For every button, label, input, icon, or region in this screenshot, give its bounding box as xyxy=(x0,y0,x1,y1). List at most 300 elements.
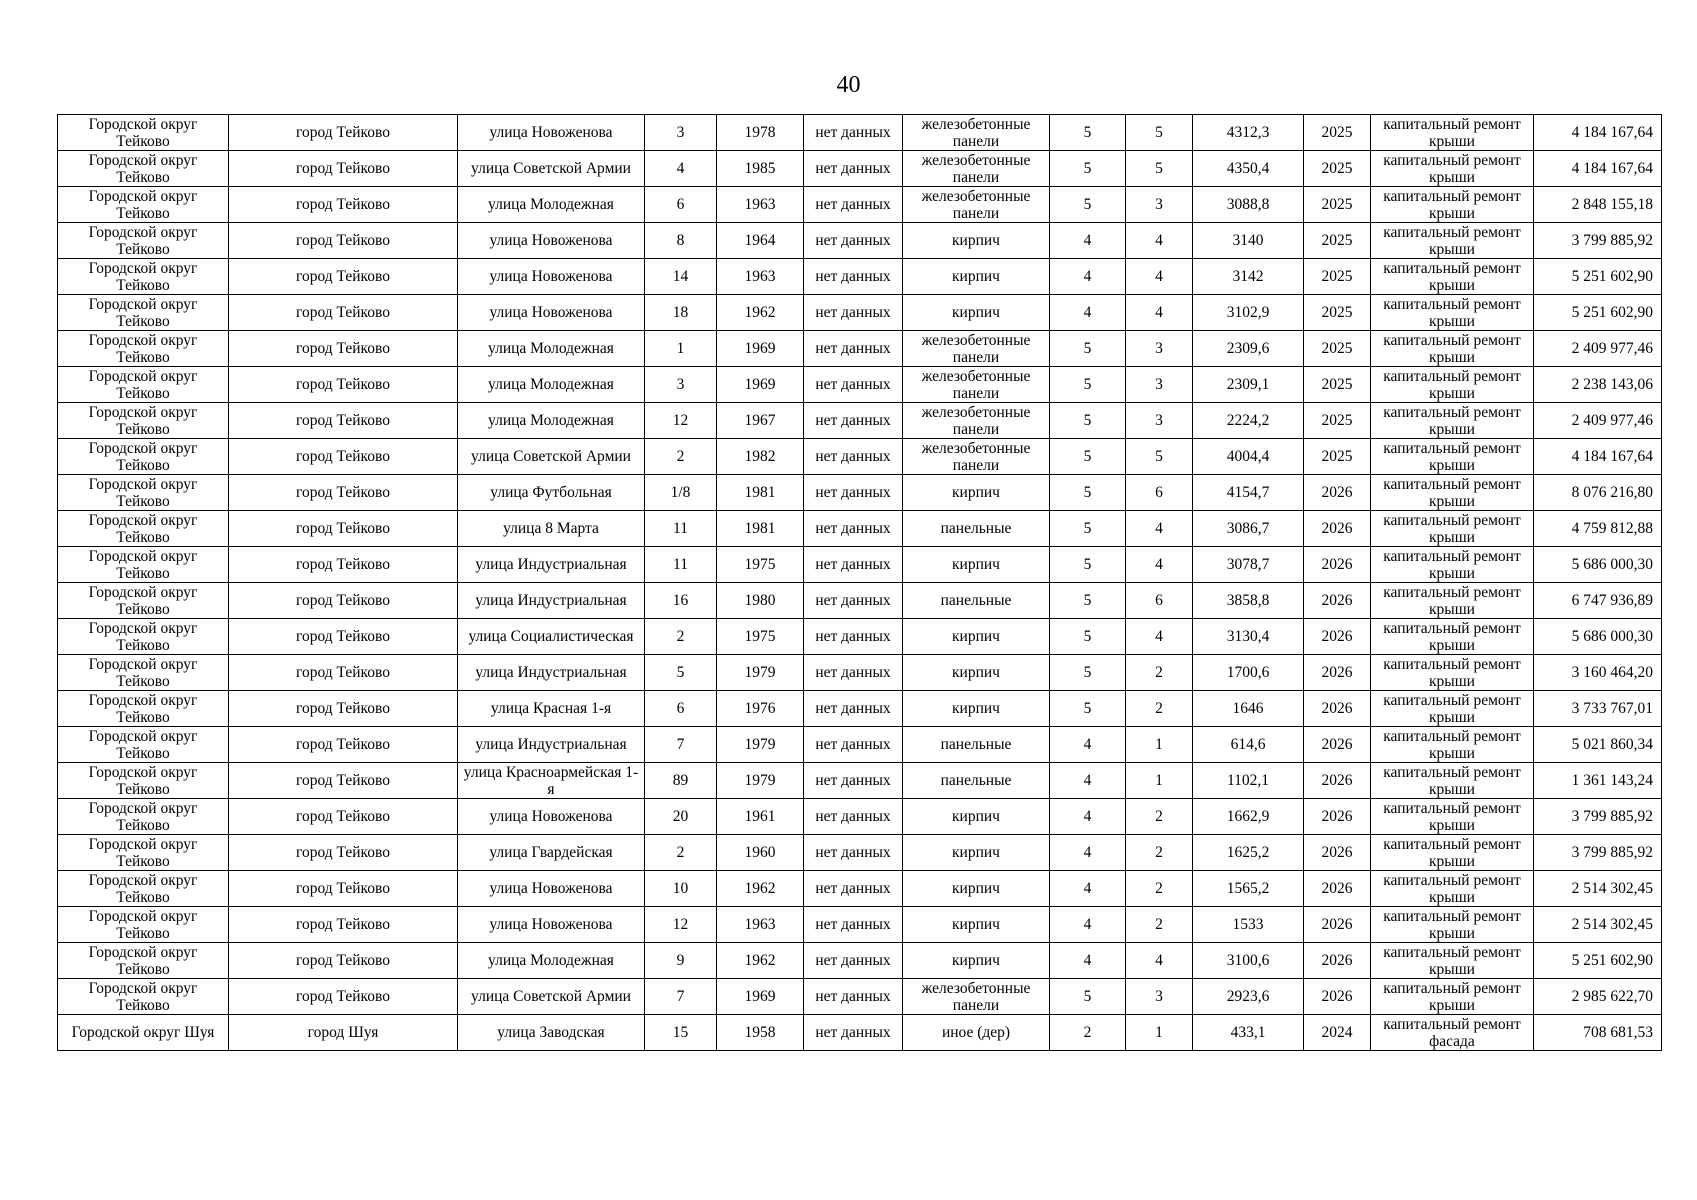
planned-year-cell: 2025 xyxy=(1304,223,1371,259)
planned-year-cell: 2025 xyxy=(1304,331,1371,367)
entrances-cell: 1 xyxy=(1126,1015,1193,1051)
house-number-cell: 5 xyxy=(645,655,717,691)
entrances-cell: 4 xyxy=(1126,223,1193,259)
cost-cell: 708 681,53 xyxy=(1534,1015,1662,1051)
settlement-cell: город Тейково xyxy=(229,151,458,187)
floors-cell: 4 xyxy=(1050,907,1126,943)
house-number-cell: 2 xyxy=(645,619,717,655)
planned-year-cell: 2026 xyxy=(1304,511,1371,547)
street-cell: улица Советской Армии xyxy=(458,979,645,1015)
settlement-cell: город Тейково xyxy=(229,511,458,547)
floors-cell: 5 xyxy=(1050,547,1126,583)
year-built-cell: 1976 xyxy=(717,691,804,727)
planned-year-cell: 2026 xyxy=(1304,655,1371,691)
settlement-cell: город Тейково xyxy=(229,223,458,259)
year-overhaul-cell: нет данных xyxy=(804,115,903,151)
year-built-cell: 1981 xyxy=(717,475,804,511)
wall-material-cell: кирпич xyxy=(903,475,1050,511)
year-overhaul-cell: нет данных xyxy=(804,295,903,331)
wall-material-cell: панельные xyxy=(903,763,1050,799)
street-cell: улица Новоженова xyxy=(458,259,645,295)
municipality-cell: Городской округ Тейково xyxy=(58,331,229,367)
area-cell: 4004,4 xyxy=(1193,439,1304,475)
year-overhaul-cell: нет данных xyxy=(804,835,903,871)
year-overhaul-cell: нет данных xyxy=(804,763,903,799)
year-overhaul-cell: нет данных xyxy=(804,1015,903,1051)
entrances-cell: 6 xyxy=(1126,583,1193,619)
area-cell: 3858,8 xyxy=(1193,583,1304,619)
year-built-cell: 1969 xyxy=(717,367,804,403)
table-row xyxy=(58,727,1662,763)
wall-material-cell: кирпич xyxy=(903,259,1050,295)
year-overhaul-cell: нет данных xyxy=(804,547,903,583)
year-overhaul-cell: нет данных xyxy=(804,439,903,475)
year-built-cell: 1958 xyxy=(717,1015,804,1051)
street-cell: улица Индустриальная xyxy=(458,655,645,691)
settlement-cell: город Тейково xyxy=(229,943,458,979)
street-cell: улица Новоженова xyxy=(458,799,645,835)
house-number-cell: 18 xyxy=(645,295,717,331)
work-type-cell: капитальный ремонт крыши xyxy=(1371,907,1534,943)
table-row xyxy=(58,187,1662,223)
page-number: 40 xyxy=(836,72,861,98)
municipality-cell: Городской округ Тейково xyxy=(58,835,229,871)
area-cell: 2309,1 xyxy=(1193,367,1304,403)
cost-cell: 3 160 464,20 xyxy=(1534,655,1662,691)
municipality-cell: Городской округ Тейково xyxy=(58,511,229,547)
year-built-cell: 1967 xyxy=(717,403,804,439)
wall-material-cell: кирпич xyxy=(903,835,1050,871)
year-overhaul-cell: нет данных xyxy=(804,583,903,619)
entrances-cell: 3 xyxy=(1126,979,1193,1015)
planned-year-cell: 2025 xyxy=(1304,295,1371,331)
cost-cell: 3 799 885,92 xyxy=(1534,223,1662,259)
work-type-cell: капитальный ремонт крыши xyxy=(1371,583,1534,619)
table-row xyxy=(58,367,1662,403)
entrances-cell: 2 xyxy=(1126,691,1193,727)
year-overhaul-cell: нет данных xyxy=(804,943,903,979)
wall-material-cell: кирпич xyxy=(903,223,1050,259)
planned-year-cell: 2026 xyxy=(1304,547,1371,583)
area-cell: 4350,4 xyxy=(1193,151,1304,187)
wall-material-cell: железобетонные панели xyxy=(903,331,1050,367)
year-built-cell: 1962 xyxy=(717,871,804,907)
table-row xyxy=(58,763,1662,799)
entrances-cell: 3 xyxy=(1126,367,1193,403)
work-type-cell: капитальный ремонт крыши xyxy=(1371,475,1534,511)
area-cell: 3088,8 xyxy=(1193,187,1304,223)
municipality-cell: Городской округ Тейково xyxy=(58,655,229,691)
floors-cell: 4 xyxy=(1050,871,1126,907)
municipality-cell: Городской округ Тейково xyxy=(58,691,229,727)
wall-material-cell: железобетонные панели xyxy=(903,367,1050,403)
settlement-cell: город Тейково xyxy=(229,583,458,619)
municipality-cell: Городской округ Тейково xyxy=(58,763,229,799)
work-type-cell: капитальный ремонт крыши xyxy=(1371,763,1534,799)
house-number-cell: 7 xyxy=(645,727,717,763)
year-overhaul-cell: нет данных xyxy=(804,799,903,835)
wall-material-cell: кирпич xyxy=(903,691,1050,727)
area-cell: 1533 xyxy=(1193,907,1304,943)
municipality-cell: Городской округ Тейково xyxy=(58,151,229,187)
entrances-cell: 5 xyxy=(1126,439,1193,475)
municipality-cell: Городской округ Тейково xyxy=(58,871,229,907)
year-overhaul-cell: нет данных xyxy=(804,727,903,763)
work-type-cell: капитальный ремонт крыши xyxy=(1371,295,1534,331)
house-number-cell: 10 xyxy=(645,871,717,907)
cost-cell: 3 799 885,92 xyxy=(1534,835,1662,871)
wall-material-cell: кирпич xyxy=(903,799,1050,835)
work-type-cell: капитальный ремонт крыши xyxy=(1371,979,1534,1015)
cost-cell: 4 184 167,64 xyxy=(1534,151,1662,187)
year-built-cell: 1978 xyxy=(717,115,804,151)
planned-year-cell: 2025 xyxy=(1304,115,1371,151)
street-cell: улица Красноармейская 1-я xyxy=(458,763,645,799)
year-built-cell: 1962 xyxy=(717,943,804,979)
cost-cell: 6 747 936,89 xyxy=(1534,583,1662,619)
municipality-cell: Городской округ Тейково xyxy=(58,295,229,331)
year-overhaul-cell: нет данных xyxy=(804,475,903,511)
house-number-cell: 12 xyxy=(645,403,717,439)
floors-cell: 4 xyxy=(1050,259,1126,295)
year-built-cell: 1982 xyxy=(717,439,804,475)
cost-cell: 1 361 143,24 xyxy=(1534,763,1662,799)
floors-cell: 4 xyxy=(1050,223,1126,259)
year-built-cell: 1960 xyxy=(717,835,804,871)
entrances-cell: 5 xyxy=(1126,151,1193,187)
year-built-cell: 1963 xyxy=(717,259,804,295)
year-built-cell: 1962 xyxy=(717,295,804,331)
house-number-cell: 6 xyxy=(645,691,717,727)
settlement-cell: город Шуя xyxy=(229,1015,458,1051)
entrances-cell: 2 xyxy=(1126,871,1193,907)
entrances-cell: 4 xyxy=(1126,619,1193,655)
entrances-cell: 4 xyxy=(1126,547,1193,583)
year-built-cell: 1964 xyxy=(717,223,804,259)
settlement-cell: город Тейково xyxy=(229,331,458,367)
table-row xyxy=(58,871,1662,907)
floors-cell: 5 xyxy=(1050,583,1126,619)
settlement-cell: город Тейково xyxy=(229,799,458,835)
cost-cell: 2 238 143,06 xyxy=(1534,367,1662,403)
municipality-cell: Городской округ Тейково xyxy=(58,403,229,439)
planned-year-cell: 2026 xyxy=(1304,619,1371,655)
work-type-cell: капитальный ремонт крыши xyxy=(1371,835,1534,871)
floors-cell: 5 xyxy=(1050,115,1126,151)
cost-cell: 2 514 302,45 xyxy=(1534,871,1662,907)
wall-material-cell: железобетонные панели xyxy=(903,439,1050,475)
year-overhaul-cell: нет данных xyxy=(804,187,903,223)
area-cell: 3086,7 xyxy=(1193,511,1304,547)
street-cell: улица Молодежная xyxy=(458,187,645,223)
year-built-cell: 1981 xyxy=(717,511,804,547)
street-cell: улица Молодежная xyxy=(458,943,645,979)
area-cell: 1700,6 xyxy=(1193,655,1304,691)
table-row xyxy=(58,403,1662,439)
year-built-cell: 1969 xyxy=(717,979,804,1015)
cost-cell: 5 021 860,34 xyxy=(1534,727,1662,763)
table-row xyxy=(58,331,1662,367)
wall-material-cell: кирпич xyxy=(903,871,1050,907)
work-type-cell: капитальный ремонт крыши xyxy=(1371,115,1534,151)
work-type-cell: капитальный ремонт крыши xyxy=(1371,727,1534,763)
settlement-cell: город Тейково xyxy=(229,979,458,1015)
area-cell: 2224,2 xyxy=(1193,403,1304,439)
work-type-cell: капитальный ремонт крыши xyxy=(1371,259,1534,295)
year-built-cell: 1979 xyxy=(717,763,804,799)
entrances-cell: 3 xyxy=(1126,187,1193,223)
wall-material-cell: кирпич xyxy=(903,655,1050,691)
house-number-cell: 1/8 xyxy=(645,475,717,511)
settlement-cell: город Тейково xyxy=(229,187,458,223)
settlement-cell: город Тейково xyxy=(229,691,458,727)
floors-cell: 5 xyxy=(1050,691,1126,727)
municipality-cell: Городской округ Тейково xyxy=(58,547,229,583)
house-number-cell: 15 xyxy=(645,1015,717,1051)
house-number-cell: 12 xyxy=(645,907,717,943)
floors-cell: 4 xyxy=(1050,799,1126,835)
floors-cell: 5 xyxy=(1050,979,1126,1015)
entrances-cell: 5 xyxy=(1126,115,1193,151)
street-cell: улица Новоженова xyxy=(458,295,645,331)
year-built-cell: 1979 xyxy=(717,655,804,691)
table-row xyxy=(58,151,1662,187)
house-number-cell: 8 xyxy=(645,223,717,259)
planned-year-cell: 2026 xyxy=(1304,979,1371,1015)
planned-year-cell: 2026 xyxy=(1304,583,1371,619)
year-overhaul-cell: нет данных xyxy=(804,259,903,295)
entrances-cell: 4 xyxy=(1126,511,1193,547)
wall-material-cell: кирпич xyxy=(903,619,1050,655)
area-cell: 1646 xyxy=(1193,691,1304,727)
cost-cell: 5 251 602,90 xyxy=(1534,259,1662,295)
entrances-cell: 1 xyxy=(1126,727,1193,763)
municipality-cell: Городской округ Тейково xyxy=(58,727,229,763)
floors-cell: 4 xyxy=(1050,943,1126,979)
cost-cell: 5 686 000,30 xyxy=(1534,547,1662,583)
area-cell: 614,6 xyxy=(1193,727,1304,763)
table-row xyxy=(58,295,1662,331)
work-type-cell: капитальный ремонт крыши xyxy=(1371,655,1534,691)
entrances-cell: 4 xyxy=(1126,295,1193,331)
cost-cell: 2 985 622,70 xyxy=(1534,979,1662,1015)
cost-cell: 8 076 216,80 xyxy=(1534,475,1662,511)
cost-cell: 3 733 767,01 xyxy=(1534,691,1662,727)
municipality-cell: Городской округ Тейково xyxy=(58,223,229,259)
street-cell: улица Молодежная xyxy=(458,331,645,367)
table-row xyxy=(58,1015,1662,1051)
floors-cell: 2 xyxy=(1050,1015,1126,1051)
street-cell: улица Заводская xyxy=(458,1015,645,1051)
settlement-cell: город Тейково xyxy=(229,259,458,295)
house-number-cell: 11 xyxy=(645,547,717,583)
street-cell: улица Новоженова xyxy=(458,871,645,907)
wall-material-cell: панельные xyxy=(903,583,1050,619)
entrances-cell: 1 xyxy=(1126,763,1193,799)
work-type-cell: капитальный ремонт крыши xyxy=(1371,691,1534,727)
planned-year-cell: 2026 xyxy=(1304,799,1371,835)
year-overhaul-cell: нет данных xyxy=(804,151,903,187)
planned-year-cell: 2025 xyxy=(1304,187,1371,223)
table-row xyxy=(58,619,1662,655)
wall-material-cell: иное (дер) xyxy=(903,1015,1050,1051)
settlement-cell: город Тейково xyxy=(229,655,458,691)
house-number-cell: 7 xyxy=(645,979,717,1015)
area-cell: 3102,9 xyxy=(1193,295,1304,331)
settlement-cell: город Тейково xyxy=(229,907,458,943)
floors-cell: 4 xyxy=(1050,835,1126,871)
municipality-cell: Городской округ Тейково xyxy=(58,799,229,835)
floors-cell: 5 xyxy=(1050,151,1126,187)
work-type-cell: капитальный ремонт крыши xyxy=(1371,331,1534,367)
settlement-cell: город Тейково xyxy=(229,871,458,907)
table-row xyxy=(58,799,1662,835)
planned-year-cell: 2025 xyxy=(1304,151,1371,187)
cost-cell: 4 759 812,88 xyxy=(1534,511,1662,547)
cost-cell: 5 251 602,90 xyxy=(1534,943,1662,979)
area-cell: 1565,2 xyxy=(1193,871,1304,907)
cost-cell: 2 848 155,18 xyxy=(1534,187,1662,223)
entrances-cell: 2 xyxy=(1126,655,1193,691)
cost-cell: 2 409 977,46 xyxy=(1534,331,1662,367)
floors-cell: 5 xyxy=(1050,655,1126,691)
wall-material-cell: железобетонные панели xyxy=(903,187,1050,223)
planned-year-cell: 2026 xyxy=(1304,871,1371,907)
street-cell: улица Социалистическая xyxy=(458,619,645,655)
house-number-cell: 11 xyxy=(645,511,717,547)
house-number-cell: 1 xyxy=(645,331,717,367)
year-overhaul-cell: нет данных xyxy=(804,907,903,943)
work-type-cell: капитальный ремонт крыши xyxy=(1371,403,1534,439)
municipality-cell: Городской округ Тейково xyxy=(58,943,229,979)
year-built-cell: 1979 xyxy=(717,727,804,763)
house-number-cell: 89 xyxy=(645,763,717,799)
wall-material-cell: панельные xyxy=(903,511,1050,547)
year-built-cell: 1980 xyxy=(717,583,804,619)
cost-cell: 5 251 602,90 xyxy=(1534,295,1662,331)
floors-cell: 5 xyxy=(1050,475,1126,511)
municipality-cell: Городской округ Тейково xyxy=(58,583,229,619)
planned-year-cell: 2026 xyxy=(1304,475,1371,511)
work-type-cell: капитальный ремонт крыши xyxy=(1371,151,1534,187)
settlement-cell: город Тейково xyxy=(229,475,458,511)
municipality-cell: Городской округ Тейково xyxy=(58,187,229,223)
area-cell: 1662,9 xyxy=(1193,799,1304,835)
year-built-cell: 1963 xyxy=(717,907,804,943)
year-built-cell: 1985 xyxy=(717,151,804,187)
planned-year-cell: 2026 xyxy=(1304,907,1371,943)
area-cell: 3100,6 xyxy=(1193,943,1304,979)
settlement-cell: город Тейково xyxy=(229,439,458,475)
work-type-cell: капитальный ремонт крыши xyxy=(1371,187,1534,223)
street-cell: улица 8 Марта xyxy=(458,511,645,547)
municipality-cell: Городской округ Тейково xyxy=(58,259,229,295)
planned-year-cell: 2025 xyxy=(1304,259,1371,295)
street-cell: улица Гвардейская xyxy=(458,835,645,871)
municipality-cell: Городской округ Тейково xyxy=(58,367,229,403)
municipality-cell: Городской округ Шуя xyxy=(58,1015,229,1051)
settlement-cell: город Тейково xyxy=(229,547,458,583)
year-built-cell: 1975 xyxy=(717,547,804,583)
wall-material-cell: железобетонные панели xyxy=(903,151,1050,187)
wall-material-cell: железобетонные панели xyxy=(903,979,1050,1015)
street-cell: улица Новоженова xyxy=(458,223,645,259)
work-type-cell: капитальный ремонт крыши xyxy=(1371,871,1534,907)
entrances-cell: 2 xyxy=(1126,835,1193,871)
house-number-cell: 20 xyxy=(645,799,717,835)
municipality-cell: Городской округ Тейково xyxy=(58,907,229,943)
table-row xyxy=(58,511,1662,547)
table-row xyxy=(58,691,1662,727)
area-cell: 3078,7 xyxy=(1193,547,1304,583)
table-row xyxy=(58,655,1662,691)
area-cell: 1625,2 xyxy=(1193,835,1304,871)
wall-material-cell: кирпич xyxy=(903,295,1050,331)
settlement-cell: город Тейково xyxy=(229,835,458,871)
area-cell: 3130,4 xyxy=(1193,619,1304,655)
settlement-cell: город Тейково xyxy=(229,367,458,403)
planned-year-cell: 2025 xyxy=(1304,403,1371,439)
cost-cell: 4 184 167,64 xyxy=(1534,115,1662,151)
year-overhaul-cell: нет данных xyxy=(804,691,903,727)
table-row xyxy=(58,583,1662,619)
work-type-cell: капитальный ремонт крыши xyxy=(1371,439,1534,475)
cost-cell: 4 184 167,64 xyxy=(1534,439,1662,475)
year-overhaul-cell: нет данных xyxy=(804,979,903,1015)
house-number-cell: 3 xyxy=(645,367,717,403)
table-row xyxy=(58,223,1662,259)
floors-cell: 5 xyxy=(1050,619,1126,655)
street-cell: улица Советской Армии xyxy=(458,151,645,187)
street-cell: улица Молодежная xyxy=(458,403,645,439)
year-overhaul-cell: нет данных xyxy=(804,367,903,403)
municipality-cell: Городской округ Тейково xyxy=(58,979,229,1015)
street-cell: улица Новоженова xyxy=(458,907,645,943)
wall-material-cell: железобетонные панели xyxy=(903,403,1050,439)
floors-cell: 5 xyxy=(1050,187,1126,223)
municipality-cell: Городской округ Тейково xyxy=(58,115,229,151)
work-type-cell: капитальный ремонт крыши xyxy=(1371,223,1534,259)
work-type-cell: капитальный ремонт крыши xyxy=(1371,943,1534,979)
cost-cell: 2 514 302,45 xyxy=(1534,907,1662,943)
settlement-cell: город Тейково xyxy=(229,295,458,331)
settlement-cell: город Тейково xyxy=(229,763,458,799)
planned-year-cell: 2026 xyxy=(1304,835,1371,871)
year-overhaul-cell: нет данных xyxy=(804,511,903,547)
house-number-cell: 2 xyxy=(645,439,717,475)
year-built-cell: 1961 xyxy=(717,799,804,835)
floors-cell: 5 xyxy=(1050,403,1126,439)
table-row xyxy=(58,547,1662,583)
year-built-cell: 1975 xyxy=(717,619,804,655)
house-number-cell: 6 xyxy=(645,187,717,223)
work-type-cell: капитальный ремонт крыши xyxy=(1371,799,1534,835)
house-number-cell: 2 xyxy=(645,835,717,871)
street-cell: улица Футбольная xyxy=(458,475,645,511)
planned-year-cell: 2025 xyxy=(1304,367,1371,403)
municipality-cell: Городской округ Тейково xyxy=(58,619,229,655)
year-built-cell: 1969 xyxy=(717,331,804,367)
floors-cell: 4 xyxy=(1050,763,1126,799)
street-cell: улица Молодежная xyxy=(458,367,645,403)
area-cell: 433,1 xyxy=(1193,1015,1304,1051)
wall-material-cell: железобетонные панели xyxy=(903,115,1050,151)
table-row xyxy=(58,115,1662,151)
area-cell: 3140 xyxy=(1193,223,1304,259)
street-cell: улица Красная 1-я xyxy=(458,691,645,727)
floors-cell: 5 xyxy=(1050,331,1126,367)
planned-year-cell: 2026 xyxy=(1304,943,1371,979)
